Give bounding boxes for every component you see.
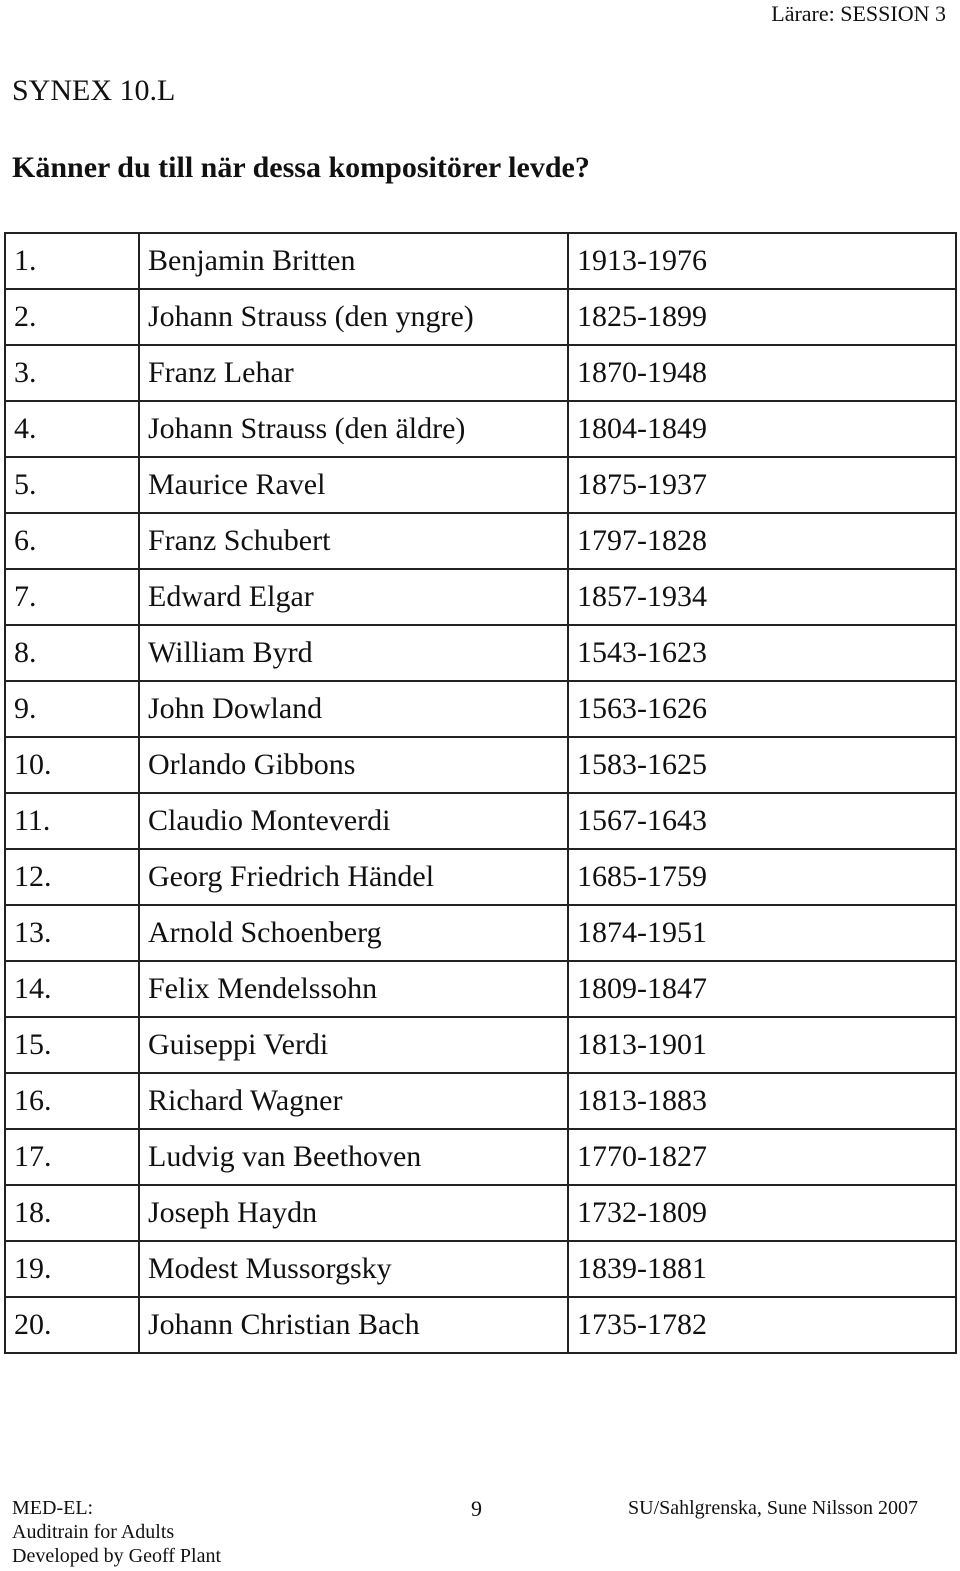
footer-line-brand: MED-EL: <box>12 1497 94 1519</box>
composer-name: William Byrd <box>139 625 568 681</box>
composer-name: Edward Elgar <box>139 569 568 625</box>
table-row <box>5 569 956 625</box>
table-row <box>5 681 956 737</box>
composer-years: 1563-1626 <box>568 681 956 737</box>
composer-name: Arnold Schoenberg <box>139 905 568 961</box>
table-row <box>5 401 956 457</box>
composer-name: Guiseppi Verdi <box>139 1017 568 1073</box>
row-number: 8. <box>5 625 139 681</box>
footer-line-program: Auditrain for Adults <box>12 1521 175 1543</box>
row-number: 15. <box>5 1017 139 1073</box>
composer-table <box>4 232 957 1354</box>
footer-line-developer: Developed by Geoff Plant <box>12 1545 222 1567</box>
composer-name: Maurice Ravel <box>139 457 568 513</box>
row-number: 19. <box>5 1241 139 1297</box>
table-row <box>5 513 956 569</box>
row-number: 14. <box>5 961 139 1017</box>
row-number: 20. <box>5 1297 139 1353</box>
composer-years: 1875-1937 <box>568 457 956 513</box>
table-row <box>5 1017 956 1073</box>
table-row <box>5 625 956 681</box>
composer-years: 1870-1948 <box>568 345 956 401</box>
composer-years: 1825-1899 <box>568 289 956 345</box>
table-row <box>5 345 956 401</box>
composer-years: 1804-1849 <box>568 401 956 457</box>
row-number: 2. <box>5 289 139 345</box>
composer-name: Franz Schubert <box>139 513 568 569</box>
row-number: 9. <box>5 681 139 737</box>
table-row <box>5 457 956 513</box>
composer-name: Richard Wagner <box>139 1073 568 1129</box>
row-number: 6. <box>5 513 139 569</box>
session-label: Lärare: SESSION 3 <box>771 1 946 26</box>
table-row <box>5 1241 956 1297</box>
row-number: 13. <box>5 905 139 961</box>
composer-name: Modest Mussorgsky <box>139 1241 568 1297</box>
table-row <box>5 737 956 793</box>
composer-years: 1583-1625 <box>568 737 956 793</box>
composer-years: 1685-1759 <box>568 849 956 905</box>
row-number: 18. <box>5 1185 139 1241</box>
composer-years: 1913-1976 <box>568 233 956 289</box>
table-row <box>5 233 956 289</box>
row-number: 5. <box>5 457 139 513</box>
composer-years: 1857-1934 <box>568 569 956 625</box>
composer-years: 1735-1782 <box>568 1297 956 1353</box>
composer-years: 1567-1643 <box>568 793 956 849</box>
page-number: 9 <box>471 1496 482 1521</box>
composer-name: Ludvig van Beethoven <box>139 1129 568 1185</box>
composer-name: Georg Friedrich Händel <box>139 849 568 905</box>
composer-name: Franz Lehar <box>139 345 568 401</box>
row-number: 4. <box>5 401 139 457</box>
page-title: Känner du till när dessa kompositörer levde? <box>12 151 590 184</box>
composer-name: Claudio Monteverdi <box>139 793 568 849</box>
composer-years: 1543-1623 <box>568 625 956 681</box>
composer-years: 1809-1847 <box>568 961 956 1017</box>
table-row <box>5 1129 956 1185</box>
composer-name: John Dowland <box>139 681 568 737</box>
row-number: 1. <box>5 233 139 289</box>
footer-attribution: SU/Sahlgrenska, Sune Nilsson 2007 <box>628 1497 918 1519</box>
row-number: 7. <box>5 569 139 625</box>
composer-years: 1732-1809 <box>568 1185 956 1241</box>
table-row <box>5 1073 956 1129</box>
row-number: 16. <box>5 1073 139 1129</box>
table-row <box>5 1297 956 1353</box>
table-row <box>5 905 956 961</box>
composer-name: Felix Mendelssohn <box>139 961 568 1017</box>
composer-name: Johann Strauss (den äldre) <box>139 401 568 457</box>
composer-table-body <box>5 233 956 1353</box>
document-code: SYNEX 10.L <box>12 74 176 107</box>
row-number: 17. <box>5 1129 139 1185</box>
composer-name: Orlando Gibbons <box>139 737 568 793</box>
table-row <box>5 961 956 1017</box>
row-number: 10. <box>5 737 139 793</box>
composer-years: 1813-1901 <box>568 1017 956 1073</box>
footer-credits <box>12 1496 221 1568</box>
composer-years: 1839-1881 <box>568 1241 956 1297</box>
composer-years: 1874-1951 <box>568 905 956 961</box>
composer-years: 1797-1828 <box>568 513 956 569</box>
composer-name: Joseph Haydn <box>139 1185 568 1241</box>
composer-years: 1813-1883 <box>568 1073 956 1129</box>
table-row <box>5 793 956 849</box>
table-row <box>5 1185 956 1241</box>
composer-years: 1770-1827 <box>568 1129 956 1185</box>
row-number: 11. <box>5 793 139 849</box>
composer-name: Benjamin Britten <box>139 233 568 289</box>
row-number: 3. <box>5 345 139 401</box>
table-row <box>5 289 956 345</box>
composer-name: Johann Strauss (den yngre) <box>139 289 568 345</box>
table-row <box>5 849 956 905</box>
composer-name: Johann Christian Bach <box>139 1297 568 1353</box>
row-number: 12. <box>5 849 139 905</box>
